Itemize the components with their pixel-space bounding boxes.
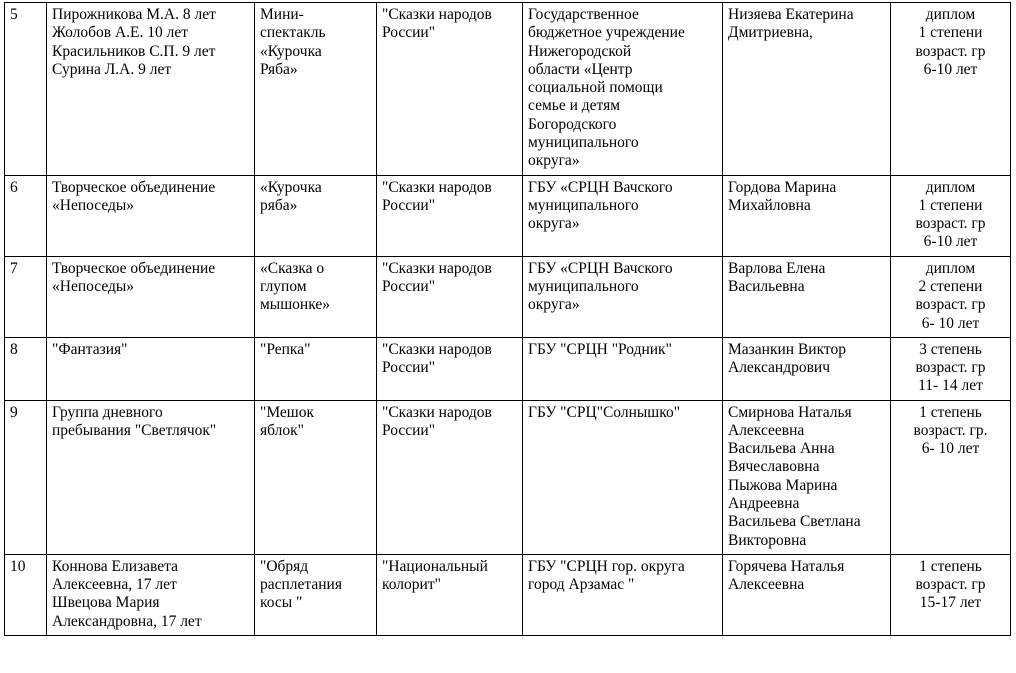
cell-work	[255, 554, 377, 635]
cell-work-line: "Обряд	[260, 557, 309, 575]
cell-nomination	[377, 175, 523, 256]
cell-work-line: ряба»	[260, 196, 298, 214]
cell-leader	[723, 175, 891, 256]
cell-result	[891, 3, 1011, 176]
cell-result-line: 1 степени	[918, 24, 983, 42]
cell-leader-line: Алексеевна	[728, 421, 805, 439]
cell-leader	[723, 256, 891, 337]
cell-organization	[523, 3, 723, 176]
cell-nomination-line: "Сказки народов	[382, 403, 492, 421]
cell-leader	[723, 337, 891, 400]
cell-nomination-line: России"	[382, 24, 436, 42]
cell-organization-line: округа»	[528, 152, 580, 170]
cell-participants-line: «Непоседы»	[52, 277, 135, 295]
cell-leader-line: Андреевна	[728, 495, 800, 513]
cell-organization-line: области «Центр	[528, 60, 633, 78]
cell-work	[255, 337, 377, 400]
cell-participants-line: Швецова Мария	[52, 594, 160, 612]
table-row	[5, 337, 1011, 400]
cell-leader	[723, 554, 891, 635]
table-row	[5, 175, 1011, 256]
cell-result-line: возраст. гр	[915, 359, 986, 377]
cell-num: 10	[5, 554, 47, 635]
cell-num: 9	[5, 400, 47, 554]
cell-result-line: возраст. гр.	[913, 421, 988, 439]
cell-result-line: 11- 14 лет	[918, 377, 983, 395]
cell-organization-line: бюджетное учреждение	[528, 24, 685, 42]
cell-organization-line: семье и детям	[528, 97, 621, 115]
cell-work-line: расплетания	[260, 576, 342, 594]
cell-work	[255, 175, 377, 256]
table-row	[5, 554, 1011, 635]
cell-work-line: Ряба»	[260, 60, 298, 78]
cell-result-line: возраст. гр	[915, 576, 986, 594]
cell-organization-line: муниципального	[528, 277, 639, 295]
cell-organization-line: округа»	[528, 215, 580, 233]
cell-nomination-line: "Сказки народов	[382, 340, 492, 358]
cell-result-line: диплом	[925, 6, 976, 23]
cell-work-line: Мини-	[260, 6, 304, 23]
cell-num: 8	[5, 337, 47, 400]
cell-nomination-line: "Национальный	[382, 557, 488, 575]
cell-participants-line: Сурина Л.А. 9 лет	[52, 60, 172, 78]
cell-participants-line: Группа дневного	[52, 403, 163, 421]
cell-leader-line: Гордова Марина	[728, 178, 837, 196]
cell-work-line: «Сказка о	[260, 259, 325, 277]
cell-participants	[47, 554, 255, 635]
cell-result-line: 6-10 лет	[923, 60, 978, 78]
cell-result-line: 6- 10 лет	[921, 314, 980, 332]
cell-work	[255, 3, 377, 176]
cell-participants-line: "Фантазия"	[52, 340, 128, 358]
cell-organization	[523, 175, 723, 256]
results-table	[4, 2, 1011, 636]
cell-leader-line: Васильевна	[728, 277, 805, 295]
cell-leader-line: Пыжова Марина	[728, 476, 838, 494]
cell-leader-line: Михайловна	[728, 196, 811, 214]
cell-result-line: 1 степени	[918, 196, 983, 214]
cell-leader-line: Васильева Анна	[728, 440, 835, 458]
cell-work-line: "Мешок	[260, 403, 315, 421]
cell-organization-line: ГБУ "СРЦН гор. округа	[528, 557, 685, 575]
cell-result-line: 15-17 лет	[919, 594, 982, 612]
cell-work-line: «Курочка	[260, 42, 322, 60]
cell-leader	[723, 3, 891, 176]
cell-nomination-line: "Сказки народов	[382, 6, 492, 23]
cell-leader-line: Викторовна	[728, 531, 807, 549]
document-page	[0, 2, 1016, 673]
cell-work-line: «Курочка	[260, 178, 322, 196]
cell-result-line: диплом	[925, 178, 976, 196]
cell-result	[891, 256, 1011, 337]
cell-nomination-line: России"	[382, 421, 436, 439]
cell-participants-line: Алексеевна, 17 лет	[52, 576, 177, 594]
cell-participants	[47, 400, 255, 554]
cell-num: 5	[5, 3, 47, 176]
cell-leader-line: Смирнова Наталья	[728, 403, 852, 421]
cell-nomination-line: России"	[382, 277, 436, 295]
cell-organization-line: муниципального	[528, 196, 639, 214]
cell-participants	[47, 337, 255, 400]
cell-nomination	[377, 256, 523, 337]
cell-num: 7	[5, 256, 47, 337]
cell-nomination-line: России"	[382, 196, 436, 214]
cell-work	[255, 400, 377, 554]
table-row	[5, 400, 1011, 554]
cell-work-line: яблок"	[260, 421, 304, 439]
cell-result	[891, 554, 1011, 635]
cell-organization-line: ГБУ "СРЦН "Родник"	[528, 340, 672, 358]
cell-participants-line: Пирожникова М.А. 8 лет	[52, 6, 216, 23]
cell-result-line: 3 степень	[919, 340, 982, 358]
cell-participants-line: Александровна, 17 лет	[52, 612, 202, 630]
cell-nomination-line: "Сказки народов	[382, 178, 492, 196]
cell-nomination-line: колорит"	[382, 576, 441, 594]
cell-participants	[47, 256, 255, 337]
cell-organization-line: ГБУ "СРЦ"Солнышко"	[528, 403, 681, 421]
cell-participants-line: Коннова Елизавета	[52, 557, 178, 575]
cell-participants	[47, 175, 255, 256]
cell-work-line: косы "	[260, 594, 303, 612]
cell-result-line: 6- 10 лет	[921, 440, 980, 458]
cell-organization-line: ГБУ «СРЦН Вачского	[528, 259, 673, 277]
cell-nomination	[377, 554, 523, 635]
cell-result	[891, 337, 1011, 400]
cell-leader-line: Мазанкин Виктор	[728, 340, 846, 358]
cell-nomination-line: "Сказки народов	[382, 259, 492, 277]
cell-organization-line: округа»	[528, 296, 580, 314]
cell-organization-line: Государственное	[528, 6, 639, 23]
cell-participants-line: Красильников С.П. 9 лет	[52, 42, 216, 60]
cell-num: 6	[5, 175, 47, 256]
cell-participants-line: пребывания "Светлячок"	[52, 421, 217, 439]
cell-leader-line: Алексеевна	[728, 576, 805, 594]
cell-participants-line: Творческое объединение	[52, 259, 216, 277]
cell-participants-line: «Непоседы»	[52, 196, 135, 214]
cell-work-line: мышонке»	[260, 296, 330, 314]
cell-organization	[523, 400, 723, 554]
cell-work	[255, 256, 377, 337]
cell-nomination	[377, 337, 523, 400]
cell-nomination	[377, 400, 523, 554]
cell-organization-line: социальной помощи	[528, 79, 663, 97]
cell-work-line: "Репка"	[260, 340, 311, 358]
cell-result-line: 6-10 лет	[923, 233, 978, 251]
cell-organization	[523, 256, 723, 337]
table-row	[5, 3, 1011, 176]
cell-leader-line: Дмитриевна,	[728, 24, 813, 42]
cell-result-line: возраст. гр	[915, 296, 986, 314]
cell-result-line: 1 степень	[919, 403, 982, 421]
cell-result	[891, 400, 1011, 554]
table-row	[5, 256, 1011, 337]
cell-leader-line: Вячеславовна	[728, 458, 820, 476]
cell-participants	[47, 3, 255, 176]
cell-participants-line: Творческое объединение	[52, 178, 216, 196]
cell-leader-line: Александрович	[728, 359, 830, 377]
cell-leader-line: Варлова Елена	[728, 259, 826, 277]
cell-participants-line: Жолобов А.Е. 10 лет	[52, 24, 189, 42]
cell-result-line: 1 степень	[919, 557, 982, 575]
cell-leader-line: Васильева Светлана	[728, 513, 861, 531]
cell-organization-line: муниципального	[528, 133, 639, 151]
cell-result-line: возраст. гр	[915, 215, 986, 233]
cell-work-line: спектакль	[260, 24, 326, 42]
cell-result-line: 2 степени	[918, 277, 983, 295]
cell-result	[891, 175, 1011, 256]
cell-nomination	[377, 3, 523, 176]
cell-result-line: диплом	[925, 259, 976, 277]
cell-leader-line: Горячева Наталья	[728, 557, 845, 575]
table-body	[5, 3, 1011, 636]
cell-leader	[723, 400, 891, 554]
cell-organization-line: Нижегородской	[528, 42, 632, 60]
cell-organization	[523, 337, 723, 400]
cell-organization	[523, 554, 723, 635]
cell-result-line: возраст. гр	[915, 42, 986, 60]
cell-organization-line: Богородского	[528, 115, 617, 133]
cell-organization-line: ГБУ «СРЦН Вачского	[528, 178, 673, 196]
cell-work-line: глупом	[260, 277, 307, 295]
cell-organization-line: город Арзамас "	[528, 576, 635, 594]
cell-leader-line: Низяева Екатерина	[728, 6, 854, 23]
cell-nomination-line: России"	[382, 359, 436, 377]
